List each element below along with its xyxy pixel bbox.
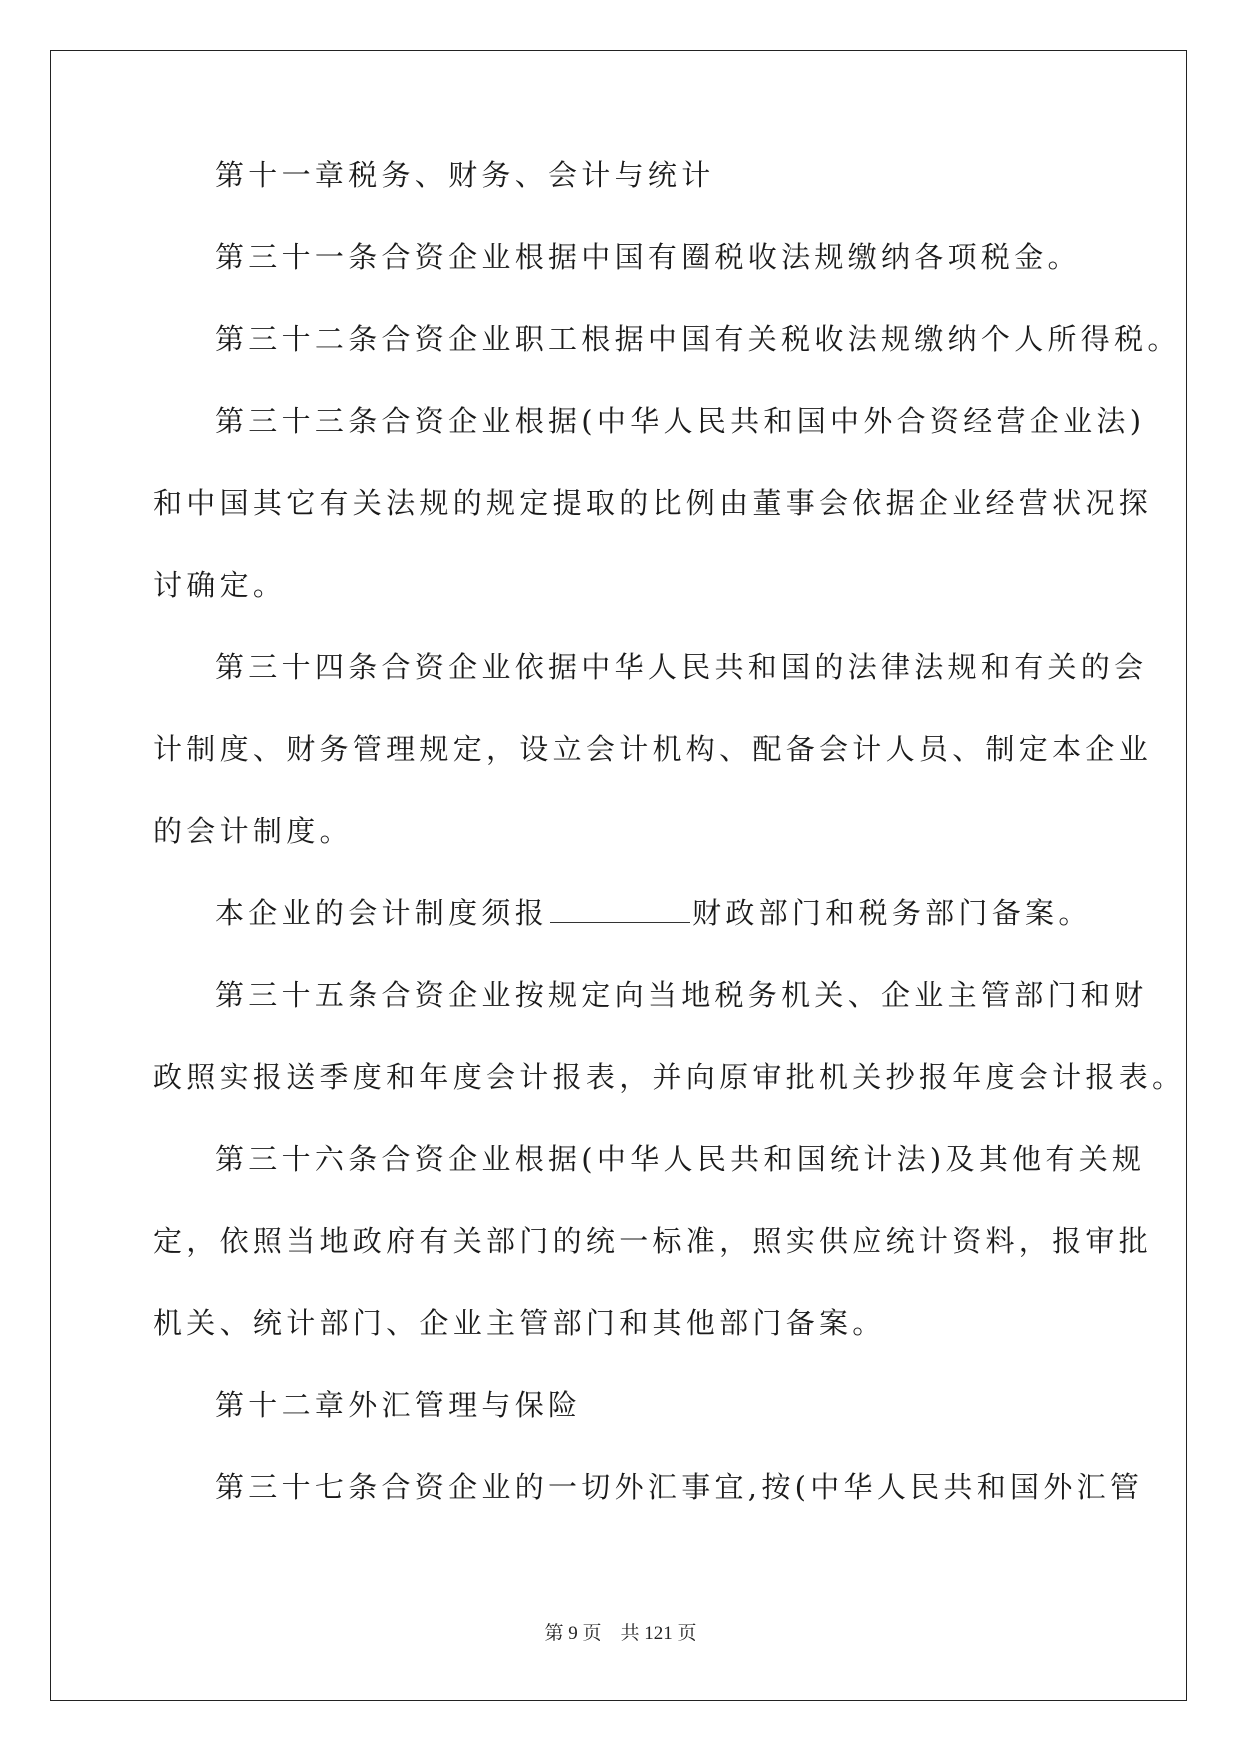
article-35-line-1: 第三十五条合资企业按规定向当地税务机关、企业主管部门和财 (215, 978, 1148, 1012)
article-36-line-2: 定，依照当地政府有关部门的统一标准，照实供应统计资料，报审批 (153, 1224, 1153, 1258)
chapter-heading-11: 第十一章税务、财务、会计与统计 (215, 158, 715, 192)
accounting-filing-text-before: 本企业的会计制度须报 (215, 896, 549, 930)
article-34-line-2: 计制度、财务管理规定，设立会计机构、配备会计人员、制定本企业 (153, 732, 1153, 766)
article-33-line-1: 第三十三条合资企业根据(中华人民共和国中外合资经营企业法) (215, 404, 1146, 438)
fill-in-blank[interactable] (550, 896, 690, 923)
article-36-line-1: 第三十六条合资企业根据(中华人民共和国统计法)及其他有关规 (215, 1142, 1146, 1176)
accounting-filing-line (215, 893, 1092, 933)
article-36-line-3: 机关、统计部门、企业主管部门和其他部门备案。 (153, 1306, 886, 1340)
article-32: 第三十二条合资企业职工根据中国有关税收法规缴纳个人所得税。 (215, 322, 1181, 356)
page-total: 共 121 页 (620, 1623, 697, 1644)
accounting-filing-text-after: 财政部门和税务部门备案。 (692, 896, 1092, 930)
article-34-line-3: 的会计制度。 (153, 814, 353, 848)
page-border (50, 50, 1187, 1701)
page-footer (0, 1618, 1241, 1645)
page-number: 第 9 页 (544, 1623, 602, 1644)
article-37-line-1: 第三十七条合资企业的一切外汇事宜,按(中华人民共和国外汇管 (215, 1470, 1144, 1504)
article-33-line-3: 讨确定。 (153, 568, 287, 602)
article-35-line-2: 政照实报送季度和年度会计报表，并向原审批机关抄报年度会计报表。 (153, 1060, 1186, 1094)
article-33-line-2: 和中国其它有关法规的规定提取的比例由董事会依据企业经营状况探 (153, 486, 1153, 520)
article-31: 第三十一条合资企业根据中国有圈税收法规缴纳各项税金。 (215, 240, 1081, 274)
chapter-heading-12: 第十二章外汇管理与保险 (215, 1388, 582, 1422)
article-34-line-1: 第三十四条合资企业依据中华人民共和国的法律法规和有关的会 (215, 650, 1148, 684)
